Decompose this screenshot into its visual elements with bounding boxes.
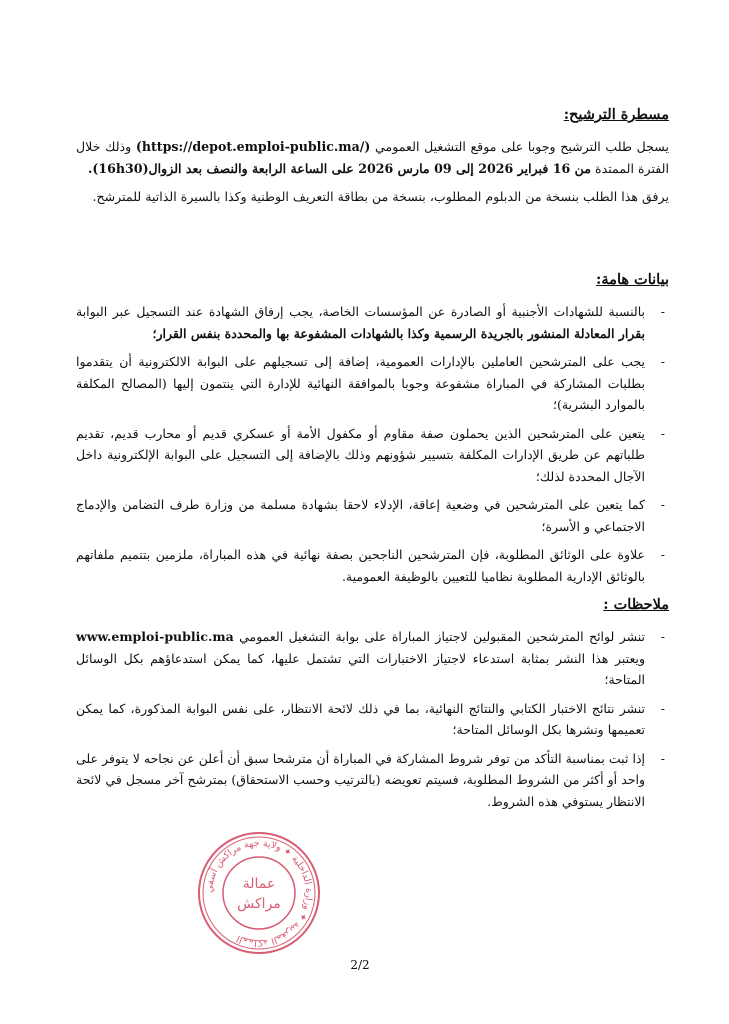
list-marker: - — [660, 700, 665, 716]
list-item — [76, 626, 669, 691]
candidacy-text-part1: يسجل طلب الترشيح وجوبا على موقع التشغيل العمومي — [375, 139, 670, 154]
replacement-text: إذا ثبت بمناسبة التأكد من توفر شروط المشاركة في المباراة أن مترشحا سبق أن أعلن عن نجاحه لا يتوفر على واحد أو أكثر من الشروط المطلوبة، فسيتم تعويضه (بالترتيب وحسب الاستحقاق) بمترشح آخر مسجل في لائحة الانتظار يستوفي هذه الشروط. — [76, 750, 645, 809]
list-marker: - — [660, 354, 665, 369]
stamp-inner-line1: عمالة — [242, 876, 276, 892]
results-publication-text: تنشر نتائج الاختبار الكتابي والنتائج النهائية، بما في ذلك لائحة الانتظار، على نفس البوابة المذكورة، كما يمكن تعميمها ونشرها بكل الوسائل المتاحة؛ — [76, 700, 645, 737]
notes-section — [76, 594, 669, 819]
accepted-lists-text-part2: ويعتبر هذا النشر بمثابة استدعاء لاجتياز الاختبارات التي تشتمل عليها، كما يمكن استدعاؤهم بكل الوسائل المتاحة؛ — [76, 650, 645, 687]
stamp-outer-text — [204, 838, 314, 948]
list-item — [76, 351, 669, 416]
emploi-public-url: www.emploi-public.ma — [76, 629, 234, 644]
list-item — [76, 423, 669, 488]
foreign-diplomas-text: بالنسبة للشهادات الأجنبية أو الصادرة عن المؤسسات الخاصة، يجب إرفاق الشهادة عند التسجيل عبر البوابة — [76, 304, 645, 319]
list-item — [76, 698, 669, 741]
stamp-outer-ring — [199, 833, 319, 953]
important-info-section — [76, 269, 669, 594]
depot-url: (https://depot.emploi-public.ma/) — [135, 139, 371, 154]
important-info-heading: بيانات هامة: — [596, 271, 669, 288]
accepted-lists-text-part1: تنشر لوائح المترشحين المقبولين لاجتياز المباراة على بوابة التشغيل العمومي — [239, 629, 645, 644]
veterans-text: يتعين على المترشحين الذين يحملون صفة مقاوم أو مكفول الأمة أو عسكري قديم أو محارب قديم، تقديم طلباتهم عن طريق الإدارات المكلفة بتسيير شؤونهم وذلك بالإضافة إلى التسجيل على البوابة الإلكترونية داخل الآجال المحددة لذلك؛ — [76, 425, 645, 484]
list-marker: - — [660, 304, 665, 319]
final-documents-text: علاوة على الوثائق المطلوبة، فإن المترشحين الناجحين بصفة نهائية في هذه المباراة، ملزمين بتتميم ملفاتهم بالوثائق الإدارية المطلوبة نظاميا للتعيين بالوظيفة العمومية. — [76, 547, 645, 584]
list-marker: - — [660, 425, 665, 441]
candidacy-procedure-paragraph — [76, 136, 669, 180]
list-item — [76, 544, 669, 587]
attachments-paragraph: يرفق هذا الطلب بنسخة من الدبلوم المطلوب، بنسخة من بطاقة التعريف الوطنية وكذا بالسيرة الذاتية للمترشح. — [92, 189, 669, 204]
important-info-list — [76, 301, 669, 587]
public-employees-text: يجب على المترشحين العاملين بالإدارات العمومية، إضافة إلى تسجيلهم على البوابة الالكترونية أن يتقدموا بطلبات المشاركة في المباراة مشفوعة وجوبا بالموافقة النهائية للإدارة التي ينتمون إليها (المصالح المكلفة بالموارد البشرية)؛ — [76, 354, 645, 412]
list-marker: - — [660, 547, 665, 562]
list-item — [76, 494, 669, 537]
list-marker: - — [660, 629, 665, 644]
candidacy-procedure-heading: مسطرة الترشيح: — [563, 106, 669, 123]
candidacy-text-part2: وذلك خلال الفترة الممتدة — [76, 139, 669, 176]
official-stamp — [196, 830, 322, 956]
candidacy-period: من 16 فبراير 2026 إلى 09 مارس 2026 على الساعة الرابعة والنصف بعد الزوال(16h30). — [88, 161, 592, 176]
stamp-outer-text-path: المملكة المغربية ✦ وزارة الداخلية ✦ ولاية جهة مراكش آسفي — [203, 837, 315, 949]
list-item — [76, 748, 669, 813]
list-item — [76, 301, 669, 344]
candidacy-procedure-section — [76, 104, 669, 214]
page-number: 2/2 — [350, 958, 370, 972]
notes-heading: ملاحظات : — [603, 596, 669, 613]
stamp-inner-ring-2 — [223, 857, 295, 929]
stamp-inner-line2: مراكش — [237, 896, 281, 912]
stamp-inner-ring-1 — [203, 837, 315, 949]
disability-text: كما يتعين على المترشحين في وضعية إعاقة، الإدلاء لاحقا بشهادة مسلمة من وزارة طرف التضامن والإدماج الاجتماعي و الأسرة؛ — [76, 497, 645, 534]
list-marker: - — [660, 497, 665, 512]
list-marker: - — [660, 750, 665, 766]
equivalence-decision-text: بقرار المعادلة المنشور بالجريدة الرسمية وكذا بالشهادات المشفوعة بها والمحددة بنفس القرار؛ — [152, 325, 645, 341]
notes-list — [76, 626, 669, 812]
